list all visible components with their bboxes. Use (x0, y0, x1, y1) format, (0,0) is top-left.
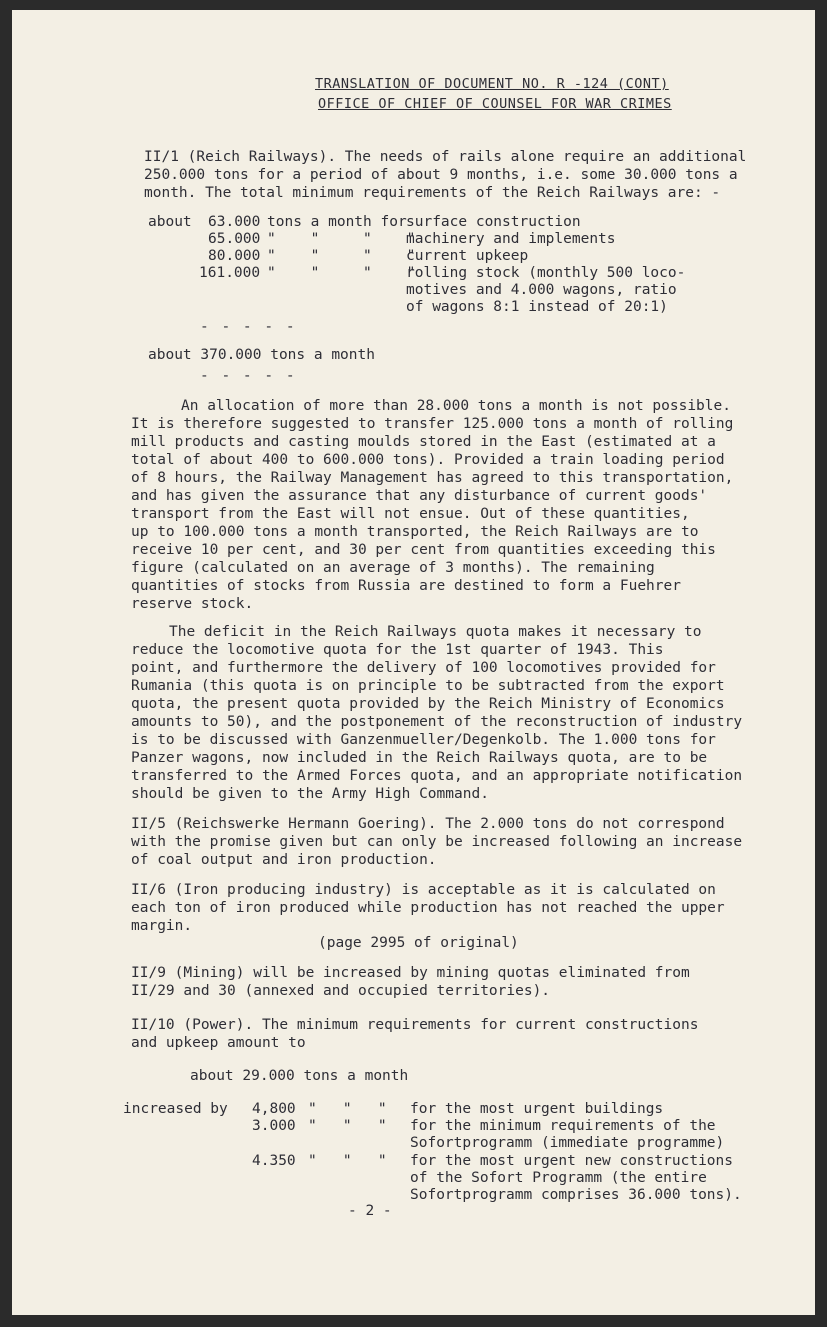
separator-line: - - - - - (200, 368, 297, 384)
page-reference-note: (page 2995 of original) (318, 935, 519, 951)
req-amount: 161.000 (199, 265, 261, 281)
req-unit: " " " " (267, 265, 416, 281)
document-page (12, 10, 815, 1315)
document-title: TRANSLATION OF DOCUMENT NO. R -124 (CONT) (315, 76, 669, 92)
req-unit: " " " " (267, 248, 416, 264)
text-line: total of about 400 to 600.000 tons). Provided a train loading period (131, 452, 725, 468)
text-line: of 8 hours, the Railway Management has agreed to this transportation, (131, 470, 734, 486)
text-line: with the promise given but can only be increased following an increase (131, 834, 743, 850)
text-line: II/9 (Mining) will be increased by mining quotas eliminated from (131, 965, 690, 981)
req-desc: current upkeep (406, 248, 529, 264)
total-requirement: about 370.000 tons a month (148, 347, 375, 363)
text-line: II/10 (Power). The minimum requirements for current constructions (131, 1017, 699, 1033)
text-line: reserve stock. (131, 596, 254, 612)
inc-amount: 4.350 (252, 1153, 296, 1169)
req-desc: motives and 4.000 wagons, ratio (406, 282, 677, 298)
inc-ditto: " " " (308, 1153, 387, 1169)
text-line: It is therefore suggested to transfer 125.000 tons a month of rolling (131, 416, 734, 432)
text-line: quota, the present quota provided by the Reich Ministry of Economics (131, 696, 725, 712)
text-line: reduce the locomotive quota for the 1st quarter of 1943. This (131, 642, 664, 658)
text-line: transport from the East will not ensue. Out of these quantities, (131, 506, 690, 522)
text-line: figure (calculated on an average of 3 months). The remaining (131, 560, 655, 576)
text-line: An allocation of more than 28.000 tons a month is not possible. (181, 398, 731, 414)
text-line: and has given the assurance that any disturbance of current goods' (131, 488, 708, 504)
page-number: - 2 - (348, 1203, 392, 1219)
inc-desc: Sofortprogramm (immediate programme) (410, 1135, 725, 1151)
req-unit: " " " " (267, 231, 416, 247)
text-line: receive 10 per cent, and 30 per cent from quantities exceeding this (131, 542, 716, 558)
text-line: II/1 (Reich Railways). The needs of rails alone require an additional (144, 149, 747, 165)
document-subtitle: OFFICE OF CHIEF OF COUNSEL FOR WAR CRIMES (318, 96, 672, 112)
text-line: The deficit in the Reich Railways quota makes it necessary to (169, 624, 702, 640)
req-desc: rolling stock (monthly 500 loco- (406, 265, 686, 281)
text-line: mill products and casting moulds stored in the East (estimated at a (131, 434, 716, 450)
inc-desc: for the most urgent buildings (410, 1101, 664, 1117)
text-line: amounts to 50), and the postponement of the reconstruction of industry (131, 714, 743, 730)
inc-prefix: increased by (123, 1101, 228, 1117)
text-line: is to be discussed with Ganzenmueller/Degenkolb. The 1.000 tons for (131, 732, 716, 748)
text-line: and upkeep amount to (131, 1035, 306, 1051)
req-desc: machinery and implements (406, 231, 616, 247)
inc-amount: 3.000 (252, 1118, 296, 1134)
inc-desc: of the Sofort Programm (the entire (410, 1170, 707, 1186)
inc-ditto: " " " (308, 1118, 387, 1134)
req-prefix: about (148, 214, 192, 230)
separator-line: - - - - - (200, 319, 297, 335)
text-line: II/6 (Iron producing industry) is acceptable as it is calculated on (131, 882, 716, 898)
text-line: Panzer wagons, now included in the Reich Railways quota, are to be (131, 750, 708, 766)
inc-desc: for the minimum requirements of the (410, 1118, 716, 1134)
req-desc: surface construction (406, 214, 581, 230)
text-line: quantities of stocks from Russia are destined to form a Fuehrer (131, 578, 681, 594)
text-line: each ton of iron produced while production has not reached the upper (131, 900, 725, 916)
text-line: II/29 and 30 (annexed and occupied territories). (131, 983, 551, 999)
text-line: should be given to the Army High Command. (131, 786, 489, 802)
text-line: II/5 (Reichswerke Hermann Goering). The 2.000 tons do not correspond (131, 816, 725, 832)
text-line: 250.000 tons for a period of about 9 months, i.e. some 30.000 tons a (144, 167, 738, 183)
req-amount: 80.000 (208, 248, 261, 264)
req-desc: of wagons 8:1 instead of 20:1) (406, 299, 668, 315)
inc-amount: 4,800 (252, 1101, 296, 1117)
text-line: up to 100.000 tons a month transported, the Reich Railways are to (131, 524, 699, 540)
inc-desc: Sofortprogramm comprises 36.000 tons). (410, 1187, 742, 1203)
power-base-requirement: about 29.000 tons a month (190, 1068, 409, 1084)
text-line: Rumania (this quota is on principle to be subtracted from the export (131, 678, 725, 694)
inc-ditto: " " " (308, 1101, 387, 1117)
text-line: month. The total minimum requirements of the Reich Railways are: - (144, 185, 721, 201)
req-unit: tons a month for (267, 214, 407, 230)
req-amount: 65.000 (208, 231, 261, 247)
inc-desc: for the most urgent new constructions (410, 1153, 734, 1169)
text-line: point, and furthermore the delivery of 100 locomotives provided for (131, 660, 716, 676)
text-line: margin. (131, 918, 193, 934)
text-line: of coal output and iron production. (131, 852, 437, 868)
text-line: transferred to the Armed Forces quota, and an appropriate notification (131, 768, 743, 784)
req-amount: 63.000 (208, 214, 261, 230)
